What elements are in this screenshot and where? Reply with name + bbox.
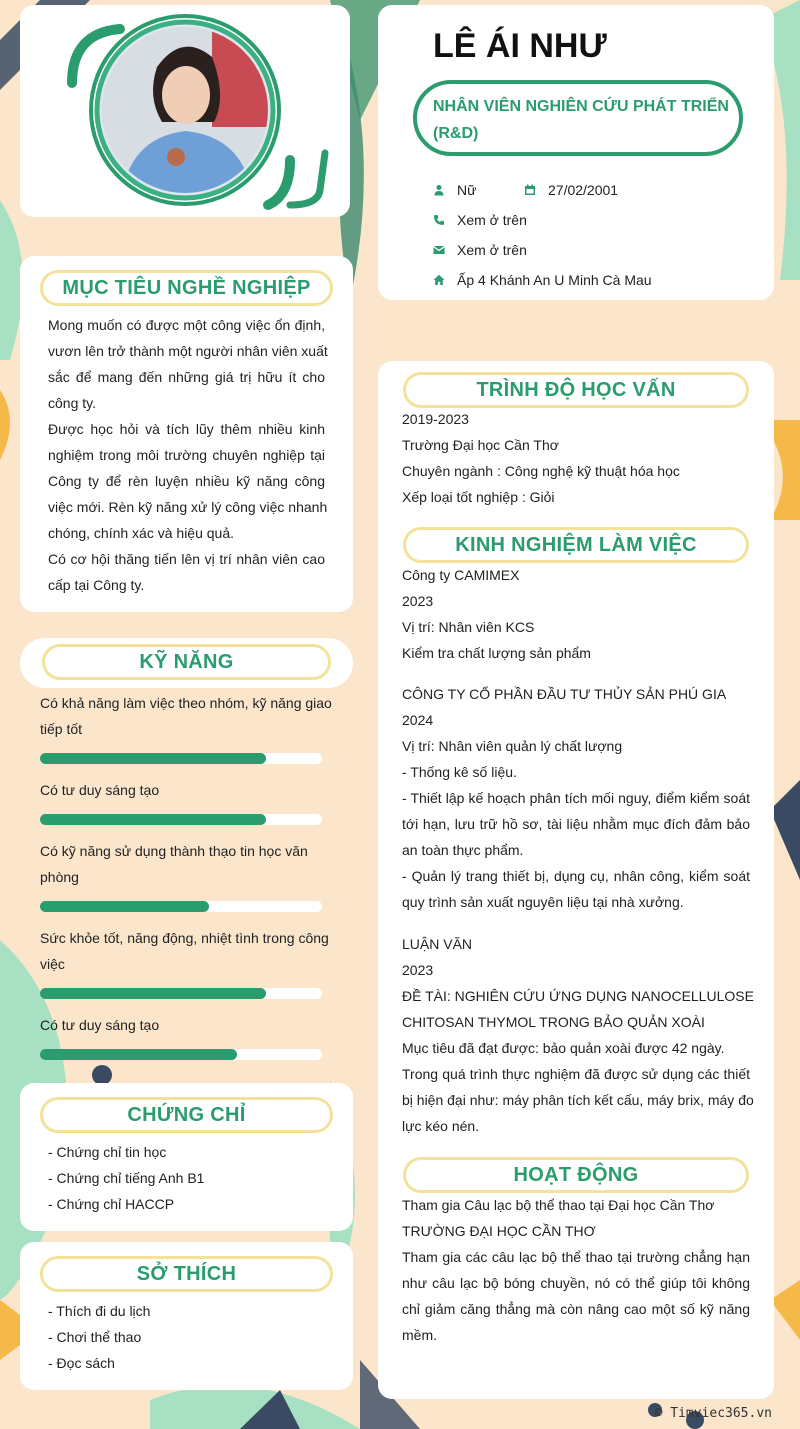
experience-line: - Thống kê số liệu. [402,764,517,780]
calendar-icon [524,184,536,196]
certificate-item: - Chứng chỉ tiếng Anh B1 [48,1170,205,1186]
hobbies-title: SỞ THÍCH [40,1256,333,1292]
mail-icon [433,244,445,256]
candidate-name: LÊ ÁI NHƯ [433,27,607,65]
objective-line: Công ty để rèn luyện nhiều kỹ năng công [48,473,325,489]
avatar-photo-icon [102,27,268,193]
experience-line: CÔNG TY CỔ PHẦN ĐẦU TƯ THỦY SẢN PHÚ GIA [402,686,727,702]
email-row [433,242,527,258]
objective-line: Mong muốn có được một công việc ổn định, [48,317,325,333]
experience-line: 2023 [402,962,434,978]
activity-line: chỉ giảm căng thẳng mà còn nâng cao một số kỹ năng [402,1301,750,1317]
experience-line: Công ty CAMIMEX [402,567,520,583]
education-line: Trường Đại học Cần Thơ [402,437,559,453]
activity-line: Tham gia các câu lạc bộ thể thao tại trường chẳng hạn [402,1249,750,1265]
person-icon [433,184,445,196]
objective-line: Có cơ hội thăng tiến lên vị trí nhân viên cao [48,551,325,567]
experience-line: Vị trí: Nhân viên KCS [402,619,535,635]
watermark: © Timviec365.vn [654,1406,772,1421]
skill-bar-fill [40,814,266,825]
certificate-item: - Chứng chỉ tin học [48,1144,167,1160]
skill-label: Sức khỏe tốt, năng động, nhiệt tình trong công [40,930,329,946]
experience-line: 2023 [402,593,434,609]
experience-line: tới hạn, lưu trữ hồ sơ, tài liệu nhằm mục đích đảm bảo [402,816,750,832]
experience-block [402,681,750,915]
header-card [378,5,774,300]
objective-text [48,312,328,598]
certificates-card [20,1083,353,1231]
job-title-line: NHÂN VIÊN NGHIÊN CỨU PHÁT TRIỂN [433,98,729,115]
objective-line: cấp tại Công ty. [48,577,145,593]
experience-line: ĐỀ TÀI: NGHIÊN CỨU ỨNG DỤNG NANOCELLULOSE [402,988,754,1004]
education-line: 2019-2023 [402,411,469,427]
skill-bar [40,753,322,764]
hobby-item: - Thích đi du lịch [48,1303,151,1319]
email-value: Xem ở trên [457,242,527,258]
skill-label: Có kỹ năng sử dụng thành thạo tin học văn [40,843,308,859]
skill-label: Có khả năng làm việc theo nhóm, kỹ năng giao [40,695,332,711]
objective-line: chóng, chính xác và hiệu quả. [48,525,235,541]
activities-title: HOẠT ĐỘNG [403,1157,749,1193]
certificate-item: - Chứng chỉ HACCP [48,1196,175,1212]
skill-label: việc [40,956,65,972]
experience-line: Mục tiêu đã đạt được: bảo quản xoài được 42 ngày. [402,1040,725,1056]
skill-item [40,838,340,890]
activities-text [402,1192,750,1348]
birthdate-value: 27/02/2001 [548,182,619,198]
skill-bar-fill [40,1049,237,1060]
skill-bar-fill [40,753,266,764]
skill-bar [40,988,322,999]
objective-line: vươn lên trở thành một người nhân viên xuất [48,343,328,359]
experience-line: - Quản lý trang thiết bị, dụng cụ, nhân công, kiểm soát [402,868,750,884]
address-row [433,272,652,288]
skill-item [40,777,340,803]
skill-item [40,1012,340,1038]
education-title: TRÌNH ĐỘ HỌC VẤN [403,372,749,408]
education-text [402,406,752,510]
experience-line: Vị trí: Nhân viên quản lý chất lượng [402,738,623,754]
education-line: Chuyên ngành : Công nghệ kỹ thuật hóa học [402,463,680,479]
skill-bar-fill [40,901,209,912]
skills-title: KỸ NĂNG [42,644,331,680]
experience-line: Kiểm tra chất lượng sản phẩm [402,645,591,661]
hobby-item: - Chơi thể thao [48,1329,142,1345]
skill-bar [40,901,322,912]
objective-line: sắc để mang đến những giá trị hữu ít cho [48,369,325,385]
birthdate-row [524,182,618,198]
education-line: Xếp loại tốt nghiệp : Giỏi [402,489,555,505]
objective-title: MỤC TIÊU NGHỀ NGHIỆP [40,270,333,306]
gender-row [433,182,476,198]
experience-line: bị hiện đại như: máy phân tích kết cấu, máy brix, máy đo [402,1092,754,1108]
activity-line: TRƯỜNG ĐẠI HỌC CẦN THƠ [402,1223,596,1239]
objective-line: công ty. [48,395,96,411]
avatar [102,27,268,193]
home-icon [433,274,445,286]
experience-block [402,562,752,666]
job-title [413,80,743,156]
experience-line: - Thiết lập kế hoạch phân tích mối nguy, điểm kiểm soát [402,790,750,806]
phone-row [433,212,527,228]
experience-line: LUẬN VĂN [402,936,473,952]
objective-line: việc mới. Rèn kỹ năng xử lý công việc nhanh [48,499,328,515]
certificates-title: CHỨNG CHỈ [40,1097,333,1133]
experience-line: CHITOSAN THYMOL TRONG BẢO QUẢN XOÀI [402,1014,705,1030]
job-title-line: (R&D) [433,125,479,142]
experience-line: 2024 [402,712,434,728]
experience-block [402,931,754,1139]
phone-value: Xem ở trên [457,212,527,228]
skill-bar-fill [40,988,266,999]
skill-bar [40,1049,322,1060]
gender-value: Nữ [457,182,477,198]
skill-label: phòng [40,869,79,885]
skills-header-card [20,638,353,688]
objective-line: Được học hỏi và tích lũy thêm nhiều kinh [48,421,325,437]
activity-line: mềm. [402,1327,437,1343]
skill-label: tiếp tốt [40,721,83,737]
main-content-card [378,361,774,1399]
skill-item [40,690,340,742]
phone-icon [433,214,445,226]
skill-label: Có tư duy sáng tạo [40,782,160,798]
experience-line: an toàn thực phẩm. [402,842,524,858]
experience-line: quy trình sản xuất nguyên liệu tại nhà xưởng. [402,894,684,910]
activity-line: như câu lạc bộ bóng chuyền, nó có thể giúp tôi không [402,1275,750,1291]
address-value: Ấp 4 Khánh An U Minh Cà Mau [457,272,652,288]
skill-bar [40,814,322,825]
objective-card [20,256,353,612]
hobbies-list [48,1298,150,1376]
activity-line: Tham gia Câu lạc bộ thể thao tại Đại học Cần Thơ [402,1197,715,1213]
experience-title: KINH NGHIỆM LÀM VIỆC [403,527,749,563]
skill-label: Có tư duy sáng tạo [40,1017,160,1033]
avatar-card [20,5,350,217]
experience-line: lực kéo nén. [402,1118,480,1134]
hobby-item: - Đọc sách [48,1355,115,1371]
hobbies-card [20,1242,353,1390]
skill-item [40,925,340,977]
objective-line: nghiệm trong môi trường chuyên nghiệp tại [48,447,325,463]
certificates-list [48,1139,204,1217]
experience-line: Trong quá trình thực nghiệm đã được sử dụng các thiết [402,1066,750,1082]
